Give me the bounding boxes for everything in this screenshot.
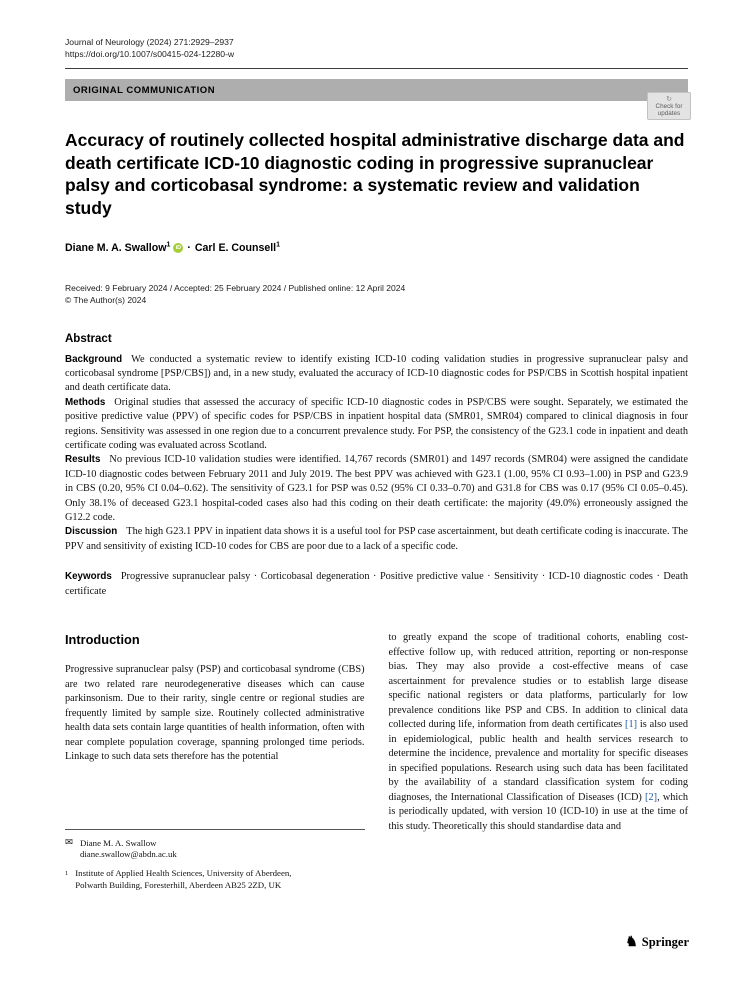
right-column <box>389 631 689 899</box>
reference-link-2[interactable]: [2] <box>645 791 658 803</box>
copyright-line: © The Author(s) 2024 <box>65 295 147 306</box>
abstract-results-label: Results <box>65 454 101 466</box>
keywords-label: Keywords <box>65 571 112 583</box>
header-rule <box>65 68 688 69</box>
intro-right-part2: is also used in epidemiological, public health and health services research to determine the incidence, prevalence and mortality for specific diseases in specified populations. Research using such data has been facilitated by the availability of a standard classification system for coding diagnoses, the International Classification of Diseases (ICD) <box>388 719 688 803</box>
affiliation-mark: 1 <box>65 870 69 878</box>
author-2 <box>195 242 280 254</box>
doi-link[interactable]: https://doi.org/10.1007/s00415-024-12280-w <box>65 49 235 60</box>
article-history: Received: 9 February 2024 / Accepted: 25 February 2024 / Published online: 12 April 2024 <box>65 282 406 293</box>
author-1-affiliation-mark: 1 <box>166 241 171 249</box>
author-separator: · <box>187 241 191 254</box>
corresponding-author-email[interactable]: diane.swallow@abdn.ac.uk <box>79 849 177 860</box>
abstract-discussion-text: The high G23.1 PPV in inpatient data shows it is a useful tool for PSP case ascertainment, but death certificate coding is inaccurate. The PPV and sensitivity of existing ICD-10 codes for CBS are poor due to a lack of a specific code. <box>65 526 688 552</box>
abstract-results <box>65 453 688 525</box>
left-column <box>65 631 365 899</box>
abstract-section <box>65 333 688 600</box>
affiliation-footnote <box>65 868 313 892</box>
author-2-name: Carl E. Counsell <box>194 241 277 254</box>
envelope-icon: ✉ <box>65 837 73 848</box>
introduction-paragraph-continued <box>389 631 689 834</box>
author-1-name: Diane M. A. Swallow <box>65 241 167 254</box>
springer-wordmark: Springer <box>641 935 689 949</box>
footnote-rule <box>65 829 365 830</box>
journal-citation: Journal of Neurology (2024) 271:2929–2937 <box>65 37 234 47</box>
author-1 <box>65 242 170 254</box>
abstract-methods-text: Original studies that assessed the accuracy of specific ICD-10 diagnostic codes in PSP/CBS were sought. Separately, we estimated the positive predictive value (PPV) of specific codes for PSP/CBS in inpatient hospital data (SMR01, SMR04) compared to clinical diagnosis in four regions. Sensitivity was assessed in one region due to a concurrent prevalence study. For PSP, the consistency of the G23.1 code in inpatient and death certificate coding was evaluated across Scotland. <box>65 396 688 451</box>
correspondence-details <box>80 838 177 862</box>
abstract-background-text: We conducted a systematic review to identify existing ICD-10 coding validation studies in progressive supranuclear palsy and corticobasal syndrome [PSP/CBS]) and, in a new study, evaluated the accuracy of ICD-10 diagnostic codes for PSP/CBS in Scottish hospital inpatient and death certificate data. <box>65 353 688 394</box>
abstract-methods-label: Methods <box>65 396 106 408</box>
author-2-affiliation-mark: 1 <box>276 241 281 249</box>
intro-right-part1: to greatly expand the scope of traditional cohorts, enabling cost-effective follow up, with reduced attrition, reporting or non-response bias. They may also provide a cost-effective means of case ascertainment for prevalence studies or to establish large disease specific national registers or data platforms, particularly for low prevalence conditions like PSP and CBS. In addition to clinical data collected during life, information from death certificates <box>388 632 688 731</box>
affiliation-text: Institute of Applied Health Sciences, University of Aberdeen, Polwarth Building, Foresterhill, Aberdeen AB25 2ZD, UK <box>75 868 292 891</box>
crossmark-wheel-icon: ↻ <box>666 94 672 103</box>
abstract-methods <box>65 396 688 454</box>
springer-logo <box>625 935 689 950</box>
keywords-line <box>65 570 688 599</box>
introduction-paragraph: Progressive supranuclear palsy (PSP) and corticobasal syndrome (CBS) are two related rare neurodegenerative diseases which can cause parkinsonism. Due to their rarity, single centre or regional studies are frequently limited by sample size. Routinely collected administrative health data sets contain large quantities of health information, often with near complete population coverage, spanning prolonged time periods. Linkage to such data sets therefore has the potential <box>65 664 365 763</box>
orcid-icon[interactable]: iD <box>173 243 183 253</box>
abstract-discussion <box>65 525 688 554</box>
article-title: Accuracy of routinely collected hospital administrative discharge data and death certificate ICD-10 diagnostic coding in progressive supranuclear palsy and corticobasal syndrome: a systematic review and validation study <box>65 129 685 219</box>
article-type-banner: ORIGINAL COMMUNICATION <box>65 79 688 101</box>
check-for-updates-badge[interactable] <box>647 92 691 120</box>
keywords-text: Progressive supranuclear palsy · Corticobasal degeneration · Positive predictive value · Sensitivity · ICD-10 diagnostic codes · Death certificate <box>65 571 688 597</box>
intro-right-part3: , which is periodically updated, with version 10 (ICD-10) in use at the time of this study. Theoretically this should standardise data and <box>388 791 688 832</box>
check-badge-line2: updates <box>657 110 681 118</box>
reference-link-1[interactable]: [1] <box>625 719 638 731</box>
abstract-background-label: Background <box>65 353 123 365</box>
corresponding-author-name: Diane M. A. Swallow <box>79 837 157 848</box>
springer-knight-icon: ♞ <box>625 934 638 950</box>
page-header <box>65 36 688 101</box>
introduction-heading: Introduction <box>65 632 140 648</box>
abstract-discussion-label: Discussion <box>65 526 118 538</box>
body-columns <box>65 631 688 899</box>
correspondence-footnote <box>65 838 313 862</box>
abstract-results-text: No previous ICD-10 validation studies were identified. 14,767 records (SMR01) and 1497 records (SMR04) were assigned the candidate ICD-10 diagnostic codes between February 2011 and July 2019. The best PPV was achieved with G23.1 (1.00, 95% CI 0.93–1.00) in PSP and G23.9 in CBS (0.20, 95% CI 0.04–0.62). The sensitivity of G23.1 for PSP was 0.52 (95% CI 0.33–0.70) and G31.8 for CBS was 0.17 (95% CI 0.05–0.45). Only 38.1% of deceased G23.1 hospital-coded cases also had this coding on their death certificate: the majority (49.0%) erroneously assigned the G12.2 code. <box>65 454 688 523</box>
author-line <box>65 242 688 254</box>
check-badge-line1: Check for <box>655 102 683 110</box>
abstract-heading: Abstract <box>65 332 112 345</box>
abstract-background <box>65 353 688 396</box>
footnote-block <box>65 829 365 900</box>
